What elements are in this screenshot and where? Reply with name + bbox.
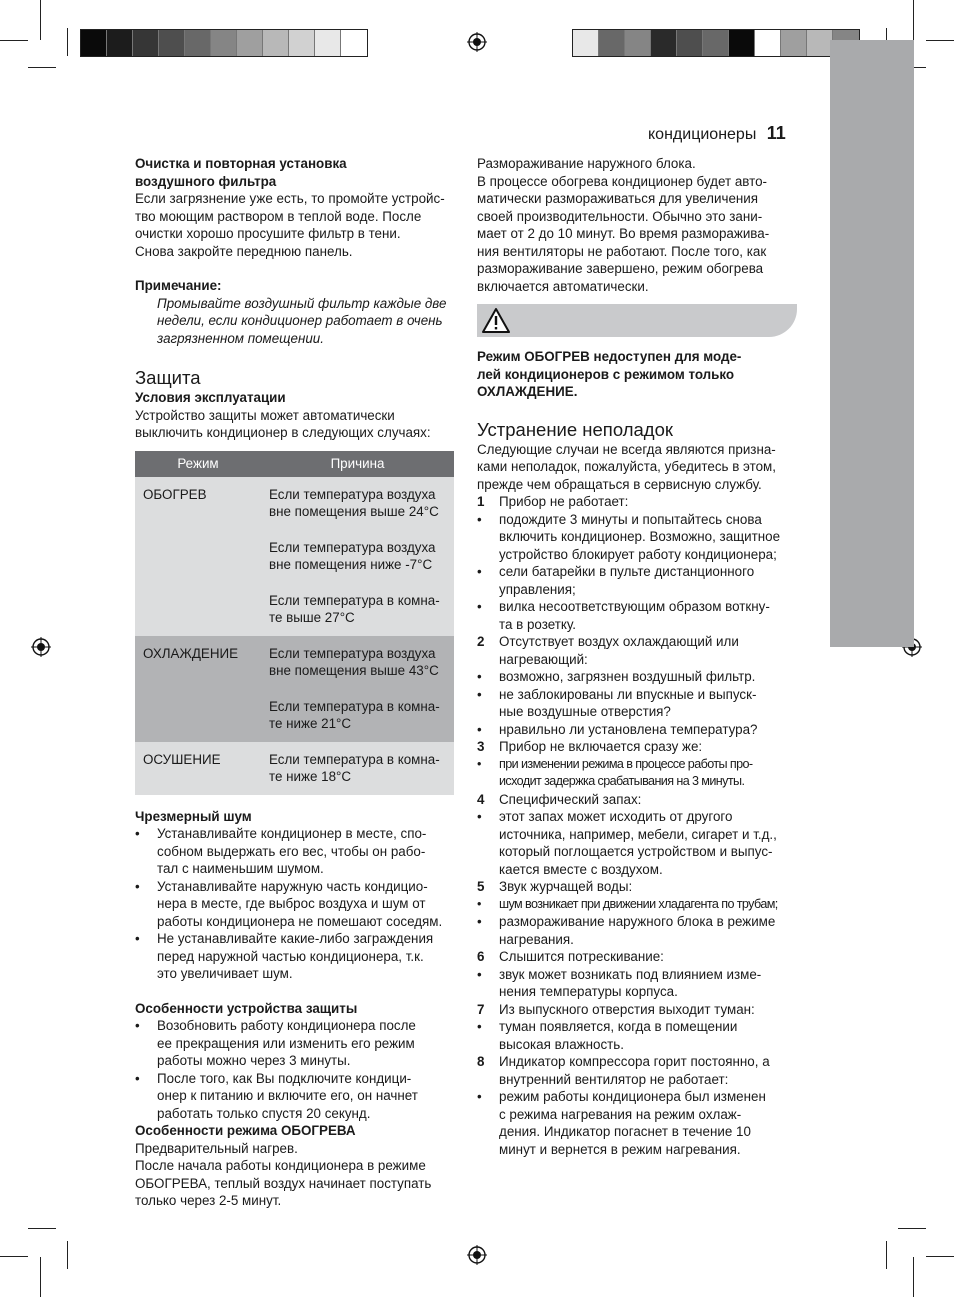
color-swatch (625, 30, 651, 56)
text-line: ее прекращения или изменить его режим (157, 1035, 415, 1051)
troubleshooting-item (477, 1001, 807, 1054)
text-line: Устанавливайте наружную часть кондицио- (157, 878, 428, 894)
list-item (135, 878, 457, 931)
text-line: ОХЛАЖДЕНИЕ. (477, 384, 578, 399)
list-item (477, 511, 807, 564)
text-line: высокая влажность. (499, 1036, 624, 1052)
text-line: Не устанавливайте какие-либо заграждения (157, 931, 434, 946)
text-line: вне помещения ниже -7°C (269, 557, 433, 572)
text-line: шум возникает при движении хладагента по трубам; (499, 896, 778, 911)
troubleshooting-item (477, 1053, 807, 1158)
crop-mark (67, 28, 68, 56)
color-swatch (133, 30, 159, 56)
color-swatch (315, 30, 341, 56)
text-line: Очистка и повторная установка (135, 156, 347, 171)
troubleshooting-item (477, 878, 807, 948)
text-line: размораживание завершено, режим обогрева (477, 261, 764, 276)
table-header-cause: Причина (261, 451, 454, 477)
troubleshooting-item (477, 791, 807, 879)
text-line: В процессе обогрева кондиционер будет авто- (477, 173, 767, 189)
text-line: Если температура в комна- (269, 592, 440, 608)
text-line: та в розетку. (499, 616, 576, 632)
defrost-text (477, 155, 807, 295)
protection-table (135, 451, 454, 795)
table-cell-cause (261, 477, 454, 636)
color-swatch (81, 30, 107, 56)
item-title-line: Отсутствует воздух охлаждающий или (499, 634, 739, 649)
item-number: 6 (477, 949, 485, 964)
item-title-line: Индикатор компрессора горит постоянно, а (499, 1054, 770, 1069)
heating-text (135, 1140, 457, 1210)
text-line: очистки хорошо просушите фильтр в тени. (135, 226, 401, 241)
color-calibration-strip-right (572, 29, 860, 57)
troubleshooting-item (477, 493, 807, 633)
text-line: те ниже 18°C (269, 769, 352, 784)
list-item (135, 825, 457, 878)
text-line: не заблокированы ли впускные и выпуск- (499, 686, 757, 702)
color-swatch (573, 30, 599, 56)
text-line: После того, как Вы подключите кондици- (157, 1070, 412, 1086)
item-number: 1 (477, 494, 485, 509)
crop-mark (926, 40, 954, 41)
text-line: этот запах может исходить от другого (499, 809, 733, 824)
text-line: нагревания. (499, 931, 574, 947)
text-line: это увеличивает шум. (157, 966, 293, 981)
bullet-list (477, 808, 807, 878)
cause-item (269, 477, 446, 530)
item-title-line: Специфический запах: (499, 791, 642, 807)
text-line: Предварительный нагрев. (135, 1140, 298, 1156)
protect-features-list (135, 1017, 457, 1122)
text-line: ные воздушные отверстия? (499, 704, 671, 719)
text-line: нения температуры корпуса. (499, 984, 678, 999)
color-swatch (677, 30, 703, 56)
text-line: устройство блокирует работу кондиционера; (499, 546, 777, 562)
list-item (135, 930, 457, 983)
right-column-top (477, 155, 807, 295)
text-line: минут и вернется в режим нагревания. (499, 1141, 741, 1157)
list-item (477, 966, 807, 1001)
color-swatch (211, 30, 237, 56)
crop-mark (886, 1241, 887, 1269)
crop-mark (67, 1241, 68, 1269)
bullet-list (477, 1088, 807, 1158)
text-line: те выше 27°C (269, 610, 355, 625)
table-cell-cause (261, 742, 454, 795)
crop-mark (898, 1228, 926, 1229)
text-line: сели батарейки в пульте дистанционного (499, 564, 755, 579)
text-line: тво моющим раствором в теплой воде. После (135, 208, 422, 224)
warning-text (477, 348, 807, 401)
list-item (477, 1088, 807, 1158)
item-number: 8 (477, 1054, 485, 1069)
bullet-list (477, 511, 807, 634)
text-line: вне помещения выше 24°C (269, 504, 439, 519)
text-line: Если температура воздуха (269, 539, 436, 555)
text-line: Устанавливайте кондиционер в месте, спо- (157, 826, 427, 841)
text-line: нравильно ли установлена температура? (499, 721, 758, 737)
text-line: ОБОГРЕВА, теплый воздух начинает поступать (135, 1175, 432, 1191)
text-line: возможно, загрязнен воздушный фильтр. (499, 669, 756, 684)
noise-list (135, 825, 457, 983)
conditions-heading: Условия эксплуатации (135, 390, 286, 405)
text-line: Если температура в комна- (269, 751, 440, 767)
protection-title: Защита (135, 367, 201, 388)
table-cell-cause (261, 636, 454, 742)
text-line: работать только спустя 20 секунд. (157, 1105, 371, 1121)
list-item (477, 1018, 807, 1053)
item-title-line: внутренний вентилятор не работает: (499, 1071, 729, 1087)
text-line: Режим ОБОГРЕВ недоступен для моде- (477, 349, 742, 364)
color-swatch (781, 30, 807, 56)
right-column (477, 348, 807, 1158)
table-row (135, 636, 454, 742)
cause-item (269, 636, 446, 689)
color-swatch (341, 30, 367, 56)
troubleshooting-item (477, 738, 807, 791)
text-line: подождите 3 минуты и попытайтесь снова (499, 511, 762, 527)
warning-triangle-icon (481, 307, 511, 334)
item-number: 7 (477, 1001, 485, 1017)
color-swatch (599, 30, 625, 56)
warning-banner (477, 304, 797, 337)
text-line: управления; (499, 581, 576, 597)
text-line: загрязненном помещении. (157, 330, 324, 346)
table-header-mode: Режим (135, 451, 261, 477)
text-line: Промывайте воздушный фильтр каждые две (157, 295, 447, 311)
list-item (135, 1070, 457, 1123)
filter-text (135, 190, 457, 260)
list-item (477, 913, 807, 948)
registration-mark-icon (467, 32, 487, 52)
text-line: Размораживание наружного блока. (477, 156, 696, 171)
crop-mark (926, 1256, 954, 1257)
bullet-list (477, 668, 807, 738)
text-line: работы кондиционера не помешают соседям. (157, 913, 443, 929)
text-line: Устройство защиты может автоматически (135, 407, 395, 423)
troubleshooting-item (477, 633, 807, 738)
note-text (135, 295, 457, 348)
text-line: Если температура воздуха (269, 486, 436, 502)
troubleshooting-list (477, 493, 807, 1158)
filter-heading (135, 155, 457, 190)
note-heading: Примечание: (135, 278, 222, 293)
crop-mark (913, 0, 914, 40)
table-row (135, 477, 454, 636)
registration-mark-icon (31, 637, 51, 657)
color-swatch (159, 30, 185, 56)
heating-heading: Особенности режима ОБОГРЕВА (135, 1123, 356, 1138)
color-swatch (263, 30, 289, 56)
item-title-line: Звук журчащей воды: (499, 879, 633, 894)
color-swatch (651, 30, 677, 56)
list-item (477, 896, 807, 914)
troubleshooting-item (477, 948, 807, 1001)
list-item (477, 686, 807, 721)
bullet-list (477, 896, 807, 949)
text-line: онер к питанию и включите его, он начнет (157, 1088, 418, 1103)
text-line: звук может возникать под влиянием изме- (499, 966, 762, 982)
text-line: Если температура в комна- (269, 698, 440, 714)
color-swatch (755, 30, 781, 56)
color-swatch (185, 30, 211, 56)
text-line: включить кондиционер. Возможно, защитное (499, 529, 781, 544)
list-item (477, 598, 807, 633)
bullet-list (477, 1018, 807, 1053)
text-line: режим работы кондиционера был изменен (499, 1089, 766, 1104)
noise-heading: Чрезмерный шум (135, 808, 252, 824)
color-swatch (107, 30, 133, 56)
text-line: матически размораживаться для увеличения (477, 191, 759, 206)
crop-mark (28, 67, 56, 68)
text-line: с режима нагревания на режим охлаж- (499, 1106, 742, 1122)
item-title-line: Из выпускного отверстия выходит туман: (499, 1001, 755, 1017)
text-line: ками неполадок, пожалуйста, убедитесь в этом, (477, 459, 776, 474)
text-line: Если температура воздуха (269, 645, 436, 661)
list-item (477, 668, 807, 686)
text-line: нера в месте, где выброс воздуха и шум от (157, 896, 426, 911)
text-line: при изменении режима в процессе работы про- (499, 756, 753, 771)
side-tab-bar (830, 40, 914, 647)
page-number: 11 (766, 123, 786, 143)
text-line: ния вентиляторы не работают. После того, как (477, 243, 767, 259)
crop-mark (0, 1256, 28, 1257)
crop-mark (913, 1257, 914, 1297)
item-title-line: Прибор не работает: (499, 494, 629, 509)
crop-mark (0, 40, 28, 41)
text-line: те ниже 21°C (269, 716, 352, 731)
color-swatch (237, 30, 263, 56)
item-number: 4 (477, 791, 485, 807)
item-number: 3 (477, 739, 485, 754)
color-swatch (289, 30, 315, 56)
color-calibration-strip-left (80, 29, 368, 57)
text-line: Если загрязнение уже есть, то промойте устройс- (135, 191, 445, 206)
bullet-list (477, 756, 807, 791)
table-cell-mode: ОСУШЕНИЕ (135, 742, 261, 795)
text-line: работы можно через 3 минуты. (157, 1053, 351, 1068)
crop-mark (40, 0, 41, 40)
item-title-line: Прибор не включается сразу же: (499, 739, 703, 754)
list-item (477, 756, 807, 791)
text-line: туман появляется, когда в помещении (499, 1019, 738, 1034)
text-line: исходит задержка срабатывания на 3 минуты. (499, 774, 745, 788)
color-swatch (729, 30, 755, 56)
list-item (477, 808, 807, 878)
text-line: Снова закройте переднюю панель. (135, 243, 353, 259)
crop-mark (40, 1257, 41, 1297)
crop-mark (28, 1228, 56, 1229)
text-line: своей производительности. Обычно это зани- (477, 208, 763, 224)
text-line: лей кондиционеров с режимом только (477, 366, 735, 382)
item-number: 5 (477, 879, 485, 894)
table-cell-mode: ОХЛАЖДЕНИЕ (135, 636, 261, 742)
text-line: только через 2-5 минут. (135, 1193, 282, 1208)
text-line: перед наружной частью кондиционера, т.к. (157, 948, 424, 964)
protect-features-heading: Особенности устройства защиты (135, 1000, 358, 1016)
list-item (477, 721, 807, 739)
table-cell-mode: ОБОГРЕВ (135, 477, 261, 636)
text-line: кается вместе с воздухом. (499, 861, 663, 877)
left-column (135, 155, 457, 1210)
header-section: кондиционеры (648, 126, 757, 143)
text-line: включается автоматически. (477, 278, 649, 294)
text-line: Следующие случаи не всегда являются призна- (477, 441, 776, 457)
text-line: размораживание наружного блока в режиме (499, 914, 776, 929)
text-line: источника, например, мебели, сигарет и т.д., (499, 826, 777, 842)
troubleshooting-title: Устранение неполадок (477, 418, 673, 440)
conditions-text (135, 407, 457, 442)
text-line: недели, если кондиционер работает в очень (157, 313, 443, 328)
list-item (477, 563, 807, 598)
text-line: вне помещения выше 43°C (269, 663, 439, 678)
text-line: прежде чем обращаться в сервисную службу. (477, 476, 762, 492)
text-line: который поглощается устройством и выпус- (499, 844, 773, 859)
cause-item (269, 689, 446, 742)
cause-item (269, 530, 446, 583)
registration-mark-icon (467, 1245, 487, 1265)
text-line: дения. Индикатор погаснет в течение 10 (499, 1124, 751, 1139)
text-line: Возобновить работу кондиционера после (157, 1018, 416, 1033)
text-line: мает от 2 до 10 минут. Во время разморажива- (477, 226, 770, 241)
text-line: вилка несоответствующим образом воткну- (499, 599, 770, 614)
text-line: выключить кондиционер в следующих случаях: (135, 425, 431, 440)
text-line: После начала работы кондиционера в режиме (135, 1158, 426, 1173)
text-line: собном выдержать его вес, чтобы он рабо- (157, 843, 426, 859)
bullet-list (477, 966, 807, 1001)
page-header (648, 123, 786, 145)
table-row (135, 742, 454, 795)
item-title-line: нагревающий: (499, 651, 588, 667)
cause-item (269, 583, 446, 636)
text-line: тал с наименьшим шумом. (157, 861, 324, 876)
text-line: воздушного фильтра (135, 173, 277, 189)
list-item (135, 1017, 457, 1070)
item-number: 2 (477, 634, 485, 649)
cause-item (269, 742, 446, 795)
color-swatch (703, 30, 729, 56)
item-title-line: Слышится потрескивание: (499, 949, 664, 964)
troubleshooting-intro (477, 441, 807, 494)
